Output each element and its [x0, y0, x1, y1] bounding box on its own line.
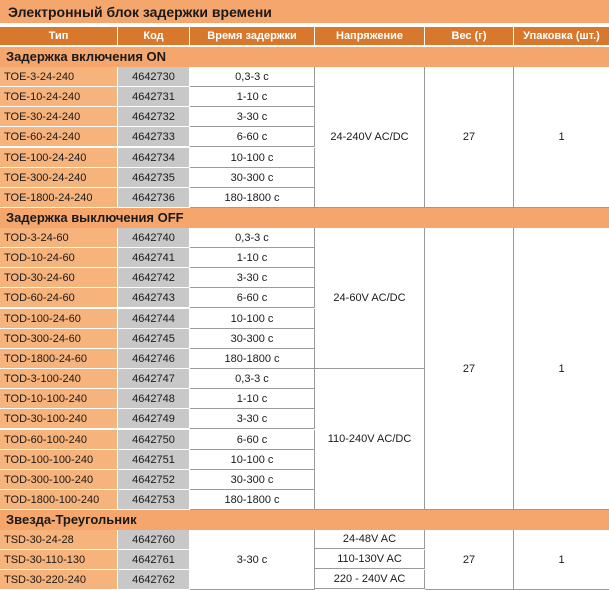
row-delay-time: 6-60 с — [190, 430, 315, 450]
row-type: TOE-100-24-240 — [0, 148, 118, 168]
row-code: 4642761 — [118, 550, 190, 570]
row-delay-time: 3-30 с — [190, 268, 315, 288]
row-type: TOD-60-100-240 — [0, 430, 118, 450]
row-delay-time: 180-1800 с — [190, 188, 315, 208]
pack-off: 1 — [514, 228, 609, 510]
row-type: TOD-10-24-60 — [0, 248, 118, 268]
row-code: 4642736 — [118, 188, 190, 208]
section-title-on: Задержка включения ON — [0, 47, 609, 67]
row-code: 4642749 — [118, 409, 190, 429]
row-delay-time: 0,3-3 с — [190, 67, 315, 87]
weight-off: 27 — [425, 228, 514, 510]
row-type: TOE-1800-24-240 — [0, 188, 118, 208]
row-delay-time: 10-100 с — [190, 450, 315, 470]
row-type: TOE-300-24-240 — [0, 168, 118, 188]
row-type: TOD-30-24-60 — [0, 268, 118, 288]
row-delay-time: 1-10 с — [190, 389, 315, 409]
row-code: 4642740 — [118, 228, 190, 248]
row-code: 4642733 — [118, 127, 190, 147]
header-type: Тип — [0, 27, 118, 45]
row-code: 4642762 — [118, 570, 190, 590]
row-voltage: 220 - 240V AC — [315, 570, 425, 589]
row-code: 4642744 — [118, 309, 190, 329]
time-star-delta: 3-30 с — [190, 530, 315, 590]
row-code: 4642731 — [118, 87, 190, 107]
row-code: 4642734 — [118, 148, 190, 168]
row-code: 4642753 — [118, 490, 190, 510]
row-type: TSD-30-110-130 — [0, 550, 118, 570]
row-delay-time: 3-30 с — [190, 107, 315, 127]
row-type: TOD-1800-24-60 — [0, 349, 118, 369]
row-type: TOE-3-24-240 — [0, 67, 118, 87]
row-type: TOD-1800-100-240 — [0, 490, 118, 510]
weight-star-delta: 27 — [425, 530, 514, 590]
row-delay-time: 6-60 с — [190, 288, 315, 308]
row-code: 4642743 — [118, 288, 190, 308]
row-type: TSD-30-220-240 — [0, 570, 118, 590]
row-code: 4642741 — [118, 248, 190, 268]
row-code: 4642732 — [118, 107, 190, 127]
table-title: Электронный блок задержки времени — [0, 0, 609, 25]
pack-star-delta: 1 — [514, 530, 609, 590]
row-delay-time: 30-300 с — [190, 470, 315, 490]
row-type: TOE-60-24-240 — [0, 127, 118, 147]
row-type: TOD-100-24-60 — [0, 309, 118, 329]
row-type: TOD-300-24-60 — [0, 329, 118, 349]
row-type: TOD-300-100-240 — [0, 470, 118, 490]
row-code: 4642745 — [118, 329, 190, 349]
row-code: 4642730 — [118, 67, 190, 87]
row-type: TOD-60-24-60 — [0, 288, 118, 308]
column-header-row — [0, 27, 609, 45]
header-weight: Вес (г) — [425, 27, 514, 45]
voltage-on: 24-240V AC/DC — [315, 67, 425, 208]
row-code: 4642746 — [118, 349, 190, 369]
row-type: TOE-10-24-240 — [0, 87, 118, 107]
row-delay-time: 10-100 с — [190, 309, 315, 329]
row-type: TOD-3-24-60 — [0, 228, 118, 248]
row-delay-time: 10-100 с — [190, 148, 315, 168]
row-delay-time: 30-300 с — [190, 329, 315, 349]
row-type: TOD-3-100-240 — [0, 369, 118, 389]
row-delay-time: 0,3-3 с — [190, 228, 315, 248]
row-delay-time: 1-10 с — [190, 87, 315, 107]
row-type: TOD-10-100-240 — [0, 389, 118, 409]
row-type: TOD-100-100-240 — [0, 450, 118, 470]
header-pack: Упаковка (шт.) — [514, 27, 609, 45]
row-code: 4642760 — [118, 530, 190, 550]
row-delay-time: 0,3-3 с — [190, 369, 315, 389]
row-code: 4642750 — [118, 430, 190, 450]
header-code: Код — [118, 27, 190, 45]
row-code: 4642752 — [118, 470, 190, 490]
header-delay-time: Время задержки — [190, 27, 315, 45]
row-delay-time: 180-1800 с — [190, 490, 315, 510]
row-code: 4642751 — [118, 450, 190, 470]
pack-on: 1 — [514, 67, 609, 208]
row-delay-time: 6-60 с — [190, 127, 315, 147]
row-type: TSD-30-24-28 — [0, 530, 118, 550]
section-title-star-delta: Звезда-Треугольник — [0, 510, 609, 530]
row-code: 4642742 — [118, 268, 190, 288]
row-voltage: 24-48V AC — [315, 530, 425, 549]
weight-on: 27 — [425, 67, 514, 208]
row-voltage: 110-130V AC — [315, 550, 425, 569]
row-delay-time: 30-300 с — [190, 168, 315, 188]
voltage-off-high: 110-240V AC/DC — [315, 369, 425, 510]
row-code: 4642747 — [118, 369, 190, 389]
row-delay-time: 3-30 с — [190, 409, 315, 429]
row-delay-time: 1-10 с — [190, 248, 315, 268]
row-type: TOE-30-24-240 — [0, 107, 118, 127]
row-delay-time: 180-1800 с — [190, 349, 315, 369]
section-title-off: Задержка выключения OFF — [0, 208, 609, 228]
row-code: 4642735 — [118, 168, 190, 188]
header-voltage: Напряжение — [315, 27, 425, 45]
row-type: TOD-30-100-240 — [0, 409, 118, 429]
voltage-off-low: 24-60V AC/DC — [315, 228, 425, 369]
row-code: 4642748 — [118, 389, 190, 409]
